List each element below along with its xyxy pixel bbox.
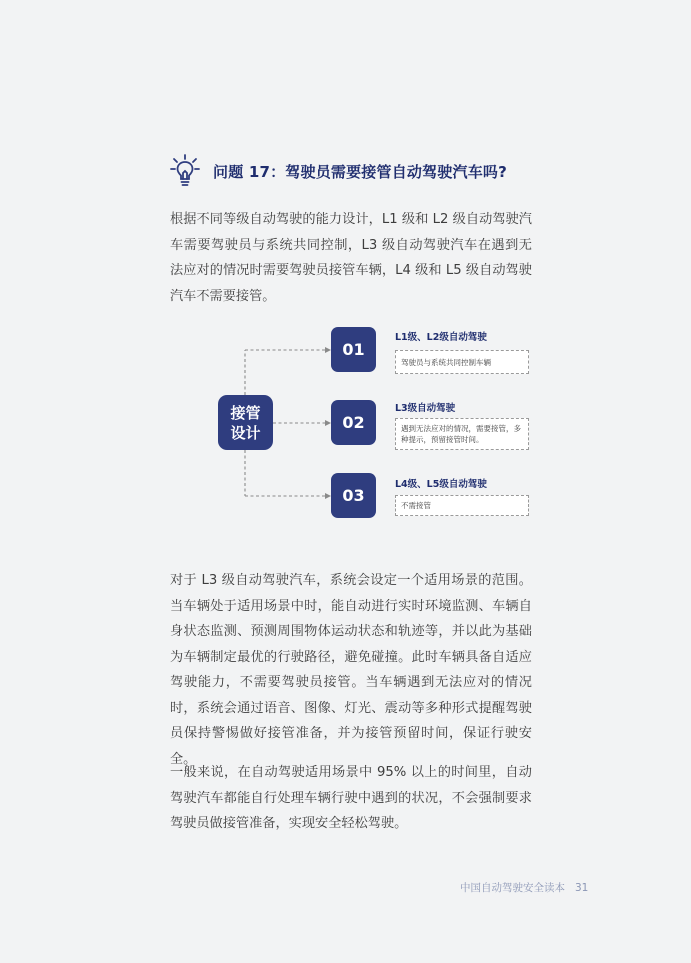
footer-book-title: 中国自动驾驶安全读本 [460, 882, 565, 894]
level-title-01: L1级、L2级自动驾驶 [395, 332, 487, 343]
paragraph-intro: 根据不同等级自动驾驶的能力设计，L1 级和 L2 级自动驾驶汽车需要驾驶员与系统共同控制，L3 级自动驾驶汽车在遇到无法应对的情况时需要驾驶员接管车辆，L4 级和 L5 级自动驾驶汽车不需要接管。 [170, 212, 532, 304]
level-title-02: L3级自动驾驶 [395, 403, 456, 414]
paragraph-summary: 一般来说，在自动驾驶适用场景中 95% 以上的时间里，自动驾驶汽车都能自行处理车辆行驶中遇到的状况，不会强制要求驾驶员做接管准备，实现安全轻松驾驶。 [170, 765, 532, 831]
center-node-label: 接管设计 [230, 403, 261, 442]
takeover-diagram [210, 320, 540, 530]
page-footer [460, 880, 588, 895]
page-number: 31 [575, 882, 589, 894]
question-title: 问题 17：驾驶员需要接管自动驾驶汽车吗? [213, 162, 507, 181]
question-heading [170, 153, 507, 189]
paragraph-l3-detail: 对于 L3 级自动驾驶汽车，系统会设定一个适用场景的范围。当车辆处于适用场景中时，能自动进行实时环境监测、车辆自身状态监测、预测周围物体运动状态和轨迹等，并以此为基础为车辆制定最优的行驶路径，避免碰撞。此时车辆具备自适应驾驶能力，不需要驾驶员接管。当车辆遇到无法应对的情况时，系统会通过语音、图像、灯光、震动等多种形式提醒驾驶员保持警惕做好接管准备，并为接管预留时间，保证行驶安全。 [170, 573, 532, 767]
level-node-01: 01 [331, 327, 376, 372]
center-node-takeover-design [218, 395, 273, 450]
level-node-03: 03 [331, 473, 376, 518]
lightbulb-icon [170, 154, 200, 188]
level-desc-01: 驾驶员与系统共同控制车辆 [395, 350, 529, 374]
level-title-03: L4级、L5级自动驾驶 [395, 479, 487, 490]
level-desc-02: 遇到无法应对的情况，需要接管，多种提示，预留接管时间。 [395, 418, 529, 450]
level-node-02: 02 [331, 400, 376, 445]
level-desc-03: 不需接管 [395, 495, 529, 516]
